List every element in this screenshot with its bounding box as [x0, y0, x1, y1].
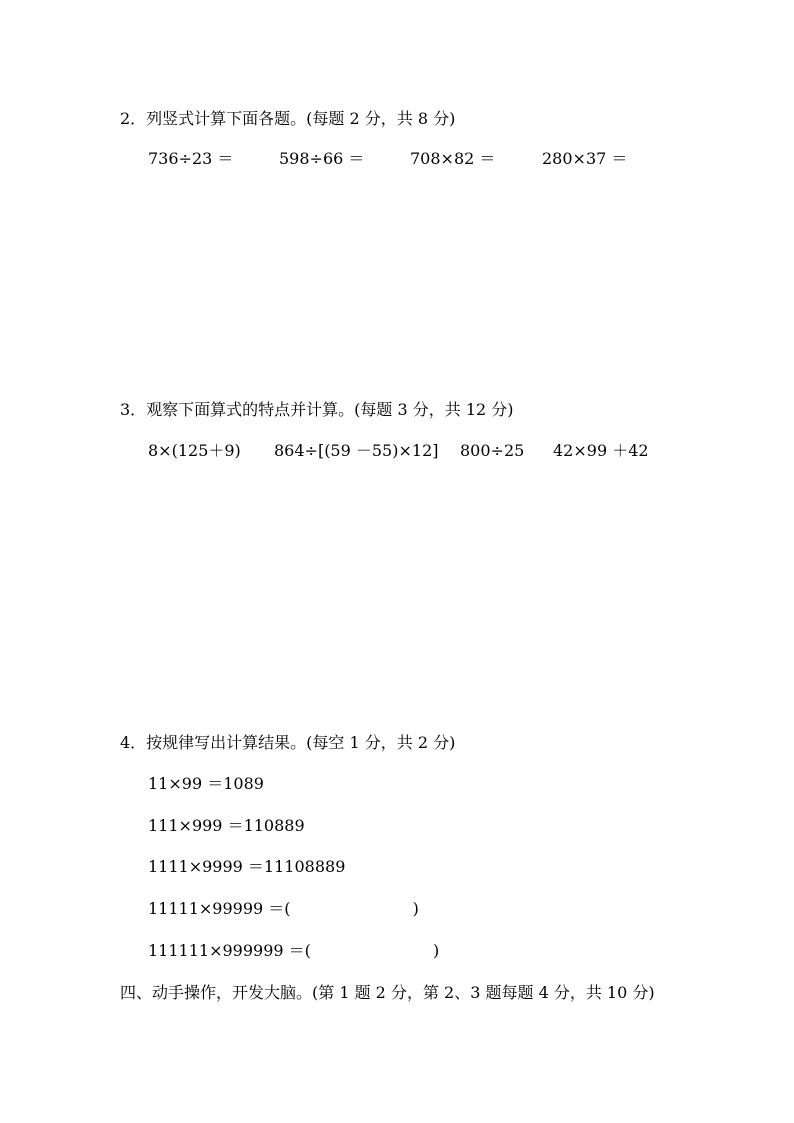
pattern-line-1: 11×99 ＝1089	[148, 774, 264, 793]
pattern-line-3: 1111×9999 ＝11108889	[148, 857, 346, 876]
expression-2: 598÷66 ＝	[279, 149, 365, 168]
expression-1: 736÷23 ＝	[148, 149, 234, 168]
expression-4: 42×99 ＋42	[553, 441, 649, 460]
expression-2: 864÷[(59 －55)×12]	[274, 441, 439, 460]
pattern-line-4-blank: 11111×99999 ＝( )	[148, 899, 419, 918]
expression-3: 708×82 ＝	[410, 149, 496, 168]
expression-4: 280×37 ＝	[542, 149, 628, 168]
question-2-title: 2．列竖式计算下面各题。(每题 2 分，共 8 分)	[120, 109, 456, 128]
expression-3: 800÷25	[460, 441, 525, 460]
question-3-title: 3．观察下面算式的特点并计算。(每题 3 分，共 12 分)	[120, 400, 514, 419]
section-4-title: 四、动手操作，开发大脑。(第 1 题 2 分，第 2、3 题每题 4 分，共 10 分)	[120, 983, 655, 1002]
pattern-line-2: 111×999 ＝110889	[148, 816, 305, 835]
expression-1: 8×(125＋9)	[148, 441, 241, 460]
question-4-title: 4．按规律写出计算结果。(每空 1 分，共 2 分)	[120, 733, 456, 752]
pattern-line-5-blank: 111111×999999 ＝( )	[148, 941, 440, 960]
